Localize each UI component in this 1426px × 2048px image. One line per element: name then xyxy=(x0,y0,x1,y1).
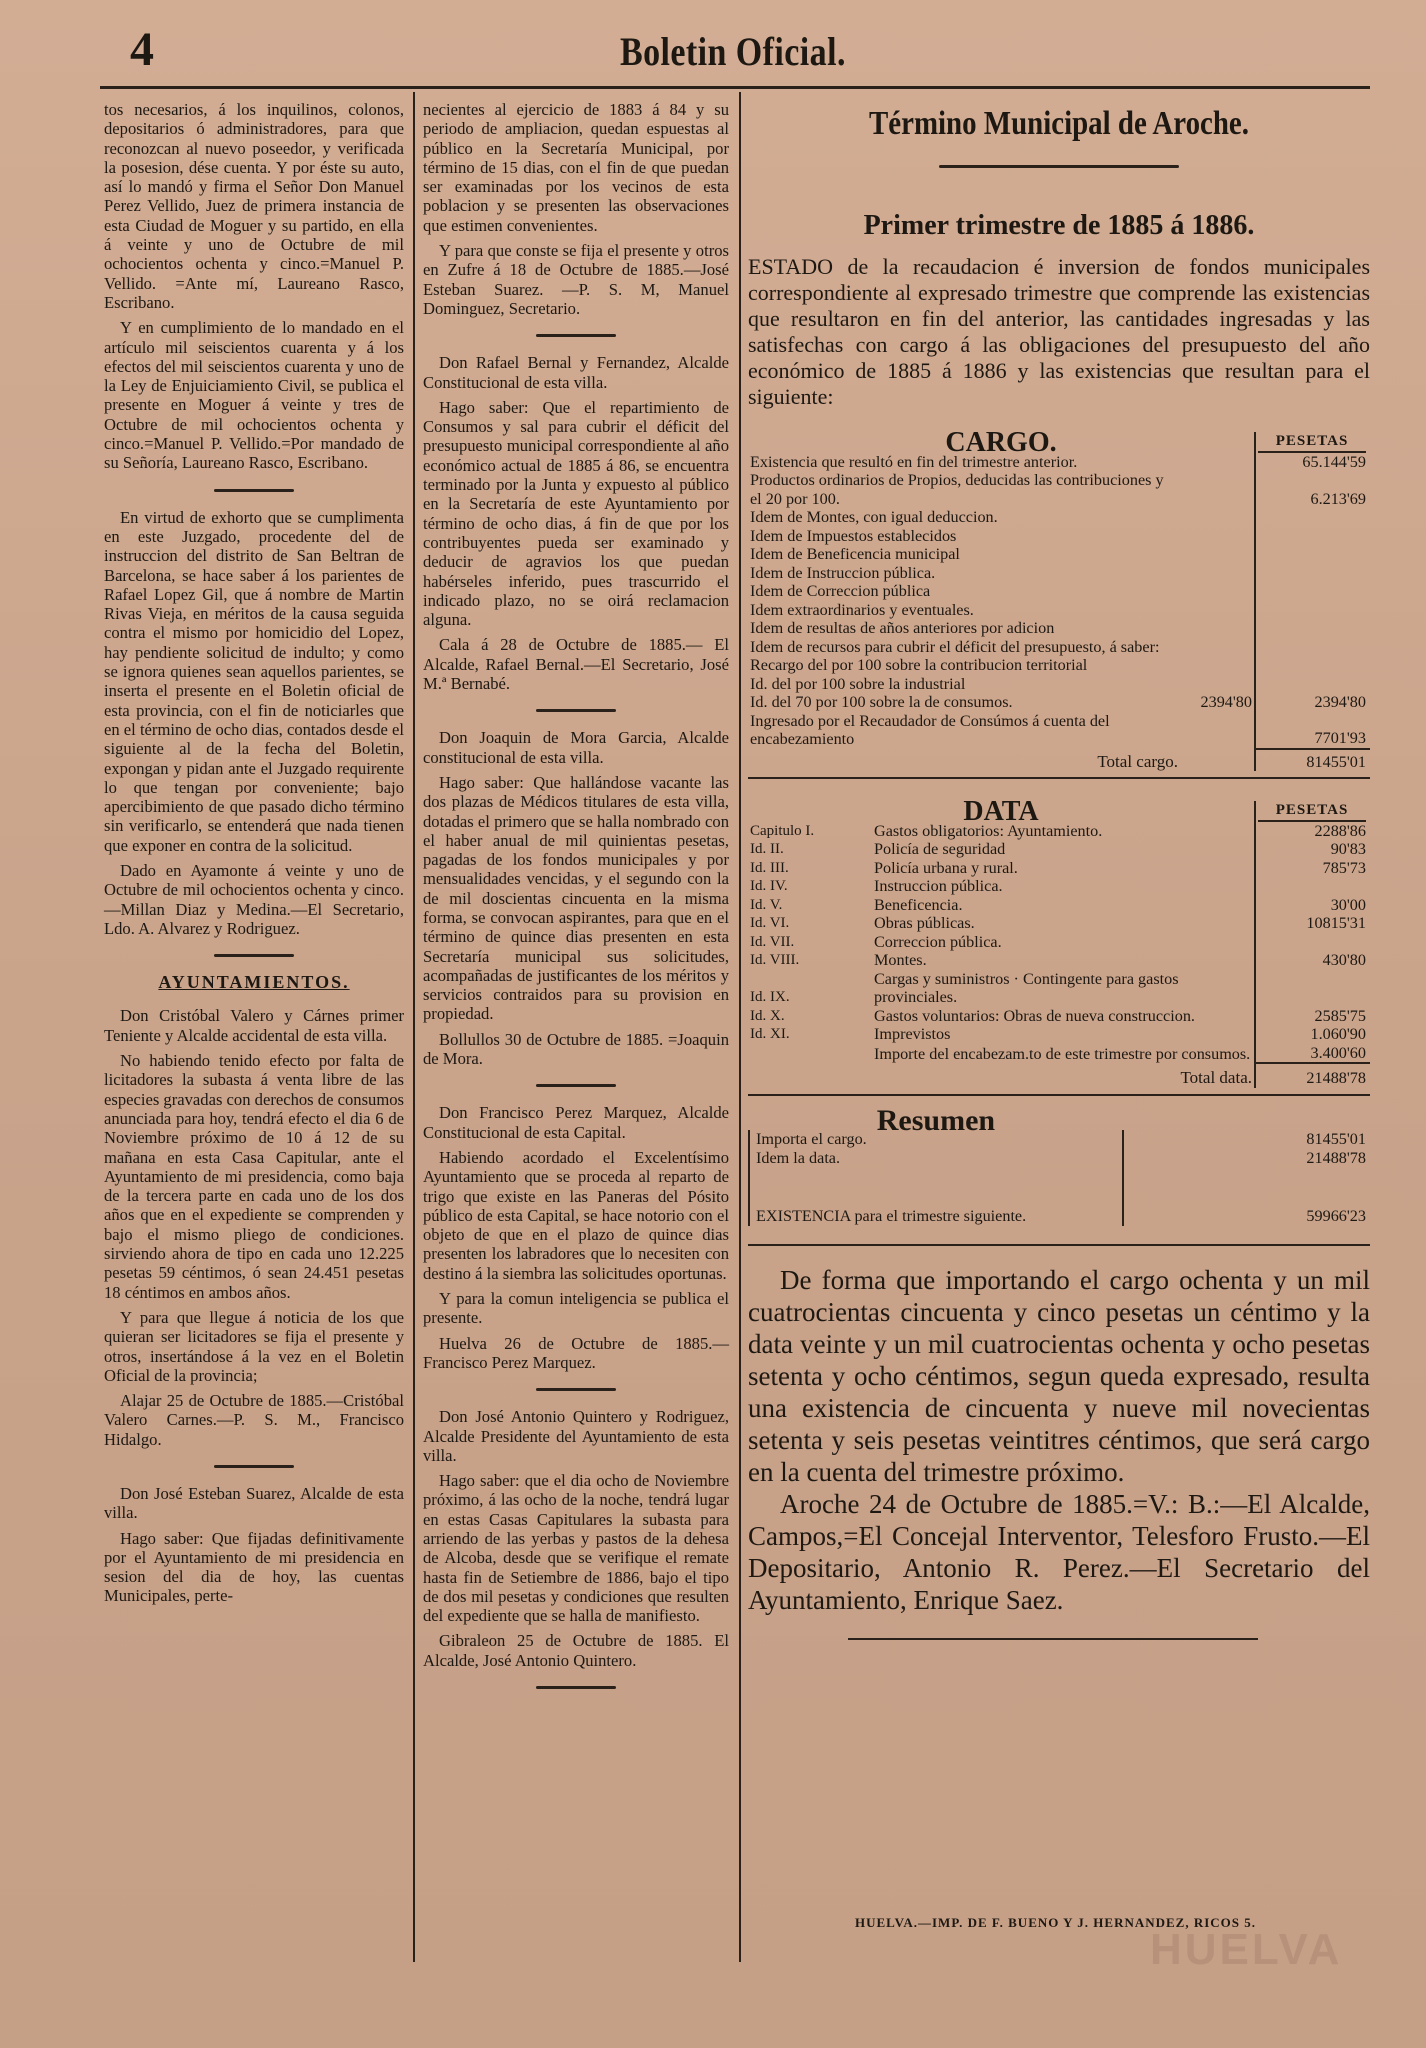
data-row xyxy=(748,1044,1370,1064)
data-row xyxy=(748,822,1370,841)
data-row xyxy=(748,951,1370,970)
cargo-table xyxy=(748,427,1370,771)
cargo-amount xyxy=(1255,675,1370,694)
cargo-amount: 65.144'59 xyxy=(1255,453,1370,472)
cargo-row xyxy=(748,619,1370,638)
printer-imprint: HUELVA.—IMP. DE F. BUENO Y J. HERNANDEZ, RICOS 5. xyxy=(855,1915,1257,1930)
table-rule xyxy=(748,777,1370,779)
cargo-label: Idem extraordinarios y eventuales. xyxy=(750,600,974,619)
data-amount xyxy=(1255,877,1370,896)
data-chapter xyxy=(748,1044,872,1064)
cargo-heading: CARGO. xyxy=(945,427,1057,458)
header-rule xyxy=(100,86,1370,89)
cargo-row xyxy=(748,712,1370,749)
data-amount: 2288'86 xyxy=(1255,822,1370,841)
pesetas-label: PESETAS xyxy=(1258,801,1366,822)
cargo-label: Recargo del por 100 sobre la contribucion territorial xyxy=(750,656,1088,674)
data-amount: 1.060'90 xyxy=(1255,1025,1370,1044)
table-rule xyxy=(748,1244,1370,1246)
cargo-rows xyxy=(748,453,1370,749)
cargo-label: Existencia que resultó en fin del trimestre anterior. xyxy=(750,452,1078,471)
data-label: Montes. xyxy=(874,951,927,969)
paragraph: No habiendo tenido efecto por falta de licitadores la subasta á venta libre de las especies gravadas con derechos de consumos anunciada para hoy, tendrá efecto el dia 6 de Noviembre próximo de 10 á 12 de su mañana en esta Casa Capitular, ante el Ayuntamiento de mi presidencia, como baja de la tercera parte en cada uno de los dos años que en el expediente se comprenden y bajo el mismo pliego de condiciones. sirviendo ahora de tipo en cada uno 12.225 pesetas 59 céntimos, ó sean 24.451 pesetas 18 céntimos en ambos años. xyxy=(104,1051,404,1302)
data-chapter: Id. IX. xyxy=(750,989,790,1005)
cargo-label: Ingresado por el Recaudador de Consúmos á cuenta del encabezamiento xyxy=(750,711,1110,748)
cargo-partial xyxy=(1180,471,1255,508)
cargo-row xyxy=(748,527,1370,546)
resumen-amount: 81455'01 xyxy=(1123,1130,1370,1149)
column-divider-1 xyxy=(413,92,415,1962)
cargo-label: Productos ordinarios de Propios, deducidas las contribuciones y el 20 por 100. xyxy=(750,471,1164,508)
cargo-label: Idem de Correccion pública xyxy=(750,582,931,600)
cargo-row xyxy=(748,638,1370,657)
cargo-row xyxy=(748,656,1370,675)
paragraph: Habiendo acordado el Excelentísimo Ayuntamiento que se proceda al reparto de trigo que existe en las Paneras del Pósito público de esta Capital, se hace notorio con el objeto de que en el plazo de quince dias presenten los labradores que lo necesiten con destino á la siembra las solicitudes oportunas. xyxy=(423,1147,729,1283)
page-number: 4 xyxy=(130,23,154,76)
cargo-partial xyxy=(1180,712,1255,749)
resumen-amount: 21488'78 xyxy=(1123,1149,1370,1168)
data-chapter: Id. X. xyxy=(750,1007,785,1024)
cargo-row xyxy=(748,471,1370,508)
separator xyxy=(214,489,294,492)
paragraph: Don Cristóbal Valero y Cárnes primer Teniente y Alcalde accidental de esta villa. xyxy=(104,1006,404,1045)
total-data-value: 21488'78 xyxy=(1255,1063,1370,1088)
paragraph: necientes al ejercicio de 1883 á 84 y su periodo de ampliacion, quedan espuestas al público en la Secretaría Municipal, por término de 15 dias, con el fin de que puedan ser examinadas por los vecinos de esta poblacion y se presenten las observaciones que estimen convenientes. xyxy=(423,100,729,235)
paragraph: En virtud de exhorto que se cumplimenta en este Juzgado, procedente del de instruccion del distrito de San Beltran de Barcelona, se hace saber á los parientes de Rafael Lopez Gil, que á nombre de Martin Rivas Vieja, en méritos de la causa seguida contra el mismo por homicidio del Lopez, hay pendiente solicitud de indulto; y como se ignora quienes sean aquellos parientes, se inserta el presente en el Boletin oficial de esta provincia, con el fin de noticiarles que en el término de ocho dias, contados desde el siguiente al de la fecha del Boletin, expongan y pidan ante el Juzgado requirente lo que tengan por conveniente; bajo apercibimiento de que pasado dicho término sin verificarlo, se entenderá que nada tienen que exponer en contra de la solicitud. xyxy=(104,507,404,855)
cargo-partial xyxy=(1180,527,1255,546)
cargo-partial xyxy=(1180,582,1255,601)
signature-paragraph: Aroche 24 de Octubre de 1885.=V.: B.:—El Alcalde, Campos,=El Concejal Interventor, Telesforo Frusto.—El Depositario, Antonio R. Perez.—El Secretario del Ayuntamiento, Enrique Saez. xyxy=(748,1488,1370,1615)
resumen-row xyxy=(749,1130,1370,1149)
data-label: Beneficencia. xyxy=(874,895,963,914)
pesetas-label: PESETAS xyxy=(1258,432,1366,453)
separator xyxy=(536,1388,616,1391)
cargo-amount xyxy=(1255,564,1370,583)
resumen-heading: Resumen xyxy=(876,1103,996,1137)
separator xyxy=(536,334,616,337)
cargo-partial xyxy=(1180,601,1255,620)
table-rule xyxy=(748,1094,1370,1096)
data-amount: 785'73 xyxy=(1255,859,1370,878)
resumen-label: Importa el cargo. xyxy=(749,1130,1123,1149)
cargo-label: Idem de Beneficencia municipal xyxy=(750,545,960,563)
paragraph: Alajar 25 de Octubre de 1885.—Cristóbal Valero Carnes.—P. S. M., Francisco Hidalgo. xyxy=(104,1391,404,1449)
data-chapter: Id. II. xyxy=(750,841,784,857)
report-title: Término Municipal de Aroche. xyxy=(869,105,1249,142)
column-divider-2 xyxy=(739,92,741,1962)
resumen-amount: 59966'23 xyxy=(1123,1167,1370,1226)
paragraph: Y en cumplimiento de lo mandado en el artículo mil seiscientos cuarenta y á los efectos del mil seiscientos cuarenta y uno de la Ley de Enjuiciamiento Civil, se publica el presente en Moguer á veinte y tres de Octubre de mil ochocientos ochenta y cinco.=Manuel P. Vellido.=Por mandado de su Señoría, Laureano Rasco, Escribano. xyxy=(104,318,404,473)
data-row xyxy=(748,840,1370,859)
cargo-partial xyxy=(1180,453,1255,472)
data-amount: 30'00 xyxy=(1255,896,1370,915)
resumen-label: Idem la data. xyxy=(749,1149,1123,1168)
cargo-label: Idem de Instruccion pública. xyxy=(750,563,936,582)
data-table xyxy=(748,796,1370,1088)
data-row xyxy=(748,1007,1370,1026)
data-label: Instruccion pública. xyxy=(874,877,1003,895)
data-chapter: Id. VIII. xyxy=(750,952,800,968)
data-label: Gastos voluntarios: Obras de nueva construccion. xyxy=(874,1006,1195,1025)
data-row xyxy=(748,877,1370,896)
cargo-amount xyxy=(1255,582,1370,601)
separator xyxy=(536,709,616,712)
cargo-partial xyxy=(1180,508,1255,527)
paragraph: tos necesarios, á los inquilinos, colonos, depositarios ó administradores, para que reconozcan al nuevo poseedor, y verificada la posesion, dése cuenta. Y por éste su auto, así lo mandó y firma el Señor Don Manuel Perez Vellido, Juez de primera instancia de esta Ciudad de Moguer y su partido, en ella á veinte y uno de Octubre de mil ochocientos ochenta y cinco.=Manuel P. Vellido. =Ante mí, Laureano Rasco, Escribano. xyxy=(104,100,404,312)
total-cargo-label: Total cargo. xyxy=(1097,751,1178,771)
cargo-partial xyxy=(1180,638,1255,657)
watermark-logo: HUELVA xyxy=(1150,1925,1343,1974)
paragraph: Y para la comun inteligencia se publica el presente. xyxy=(423,1289,729,1328)
resumen-label: EXISTENCIA para el trimestre siguiente. xyxy=(749,1167,1123,1226)
cargo-row xyxy=(748,675,1370,694)
total-cargo-value: 81455'01 xyxy=(1255,749,1370,772)
cargo-amount xyxy=(1255,508,1370,527)
resumen-row xyxy=(749,1149,1370,1168)
column-1 xyxy=(104,100,404,1612)
data-row xyxy=(748,933,1370,952)
data-chapter: Id. IV. xyxy=(750,878,788,894)
data-amount xyxy=(1255,970,1370,1007)
column-2 xyxy=(423,100,729,1705)
cargo-row xyxy=(748,545,1370,564)
data-label: Policía urbana y rural. xyxy=(874,858,1018,877)
paragraph: Hago saber: Que fijadas definitivamente por el Ayuntamiento de mi presidencia en sesion del dia de hoy, las cuentas Municipales, perte- xyxy=(104,1528,404,1606)
closing-paragraph: De forma que importando el cargo ochenta y un mil cuatrocientas cincuenta y cinco pesetas un céntimo y la data veinte y un mil cuatrocientas ochenta y ocho pesetas setenta y ocho céntimos, segun queda expresado, resulta una existencia de cincuenta y nueve mil novecientas setenta y seis pesetas veintitres céntimos, que será cargo en la cuenta del trimestre próximo. xyxy=(748,1264,1370,1487)
cargo-amount xyxy=(1255,656,1370,675)
cargo-row xyxy=(748,601,1370,620)
data-amount: 3.400'60 xyxy=(1255,1044,1370,1064)
paragraph: Bollullos 30 de Octubre de 1885. =Joaquin de Mora. xyxy=(423,1029,729,1069)
separator xyxy=(939,165,1179,168)
cargo-amount: 7701'93 xyxy=(1255,712,1370,749)
paragraph: Hago saber: que el dia ocho de Noviembre próximo, á las ocho de la noche, tendrá lugar en estas Casas Capitulares la subasta para arriendo de las yerbas y pastos de la dehesa de Alcoba, desde que se verifique el remate hasta fin de Setiembre de 1886, bajo el tipo de dos mil pesetas y condiciones que resulten del expediente que se halla de manifiesto. xyxy=(423,1471,729,1626)
data-label: Policía de seguridad xyxy=(874,840,1006,858)
cargo-label: Idem de resultas de años anteriores por adicion xyxy=(750,619,1055,637)
cargo-row xyxy=(748,508,1370,527)
footer-rule xyxy=(848,1638,1258,1640)
data-row xyxy=(748,1025,1370,1044)
cargo-partial: 2394'80 xyxy=(1200,693,1252,711)
paragraph: Don José Esteban Suarez, Alcalde de esta villa. xyxy=(104,1484,404,1523)
cargo-partial xyxy=(1180,656,1255,675)
data-chapter: Id. VI. xyxy=(750,915,790,931)
paragraph: Hago saber: Que el repartimiento de Consumos y sal para cubrir el déficit del presupuesto municipal correspondiente al año económico actual de 1885 á 86, se encuentra terminado por la Junta y expuesto al público en la Secretaría de este Ayuntamiento por término de ocho dias, á fin de que por los contribuyentes pueda ser examinado y deducir de agravios los que puedan habérseles inferido, pues trascurrido el indicado plazo, no se oirá reclamacion alguna. xyxy=(423,397,729,630)
cargo-row xyxy=(748,582,1370,601)
separator xyxy=(214,1465,294,1468)
paragraph: Huelva 26 de Octubre de 1885.— Francisco Perez Marquez. xyxy=(423,1333,729,1372)
data-chapter: Capitulo I. xyxy=(750,822,815,839)
data-row xyxy=(748,970,1370,1007)
cargo-row xyxy=(748,693,1370,712)
data-label: Obras públicas. xyxy=(874,914,975,932)
cargo-partial xyxy=(1180,564,1255,583)
cargo-row xyxy=(748,453,1370,472)
separator xyxy=(536,1686,616,1689)
data-row xyxy=(748,896,1370,915)
cargo-amount xyxy=(1255,601,1370,620)
data-chapter: Id. III. xyxy=(750,859,789,876)
paragraph: Don Rafael Bernal y Fernandez, Alcalde Constitucional de esta villa. xyxy=(423,353,729,392)
cargo-amount xyxy=(1255,545,1370,564)
data-chapter: Id. XI. xyxy=(750,1026,790,1042)
data-amount xyxy=(1255,933,1370,952)
cargo-partial xyxy=(1180,545,1255,564)
report-subtitle: Primer trimestre de 1885 á 1886. xyxy=(863,210,1255,241)
data-label: Importe del encabezam.to de este trimestre por consumos. xyxy=(874,1044,1251,1063)
data-row xyxy=(748,859,1370,878)
data-amount: 430'80 xyxy=(1255,951,1370,970)
cargo-amount xyxy=(1255,619,1370,638)
cargo-label: Idem de Montes, con igual deduccion. xyxy=(750,508,998,526)
paragraph: Gibraleon 25 de Octubre de 1885. El Alcalde, José Antonio Quintero. xyxy=(423,1631,729,1670)
cargo-amount xyxy=(1255,638,1370,657)
paragraph: Hago saber: Que hallándose vacante las dos plazas de Médicos titulares de esta villa, dotadas el primero que se halla nombrado con el haber anual de mil quinientas pesetas, pagadas de los fondos municipales y por mensualidades vencidas, y el segundo con la de mil doscientas cincuenta en la misma forma, se convocan aspirantes, para que en el término de quince dias presenten en esta Secretaría municipal sus solicitudes, acompañadas de justificantes de los méritos y servicios contraidos para su provision en propiedad. xyxy=(423,772,729,1024)
data-rows xyxy=(748,822,1370,1064)
data-label: Gastos obligatorios: Ayuntamiento. xyxy=(874,821,1103,840)
data-label: Cargas y suministros · Contingente para gastos provinciales. xyxy=(874,969,1179,1006)
cargo-partial xyxy=(1180,619,1255,638)
cargo-partial xyxy=(1180,675,1255,694)
data-amount: 2585'75 xyxy=(1255,1007,1370,1026)
cargo-label: Idem de Impuestos establecidos xyxy=(750,526,957,545)
cargo-amount: 6.213'69 xyxy=(1255,471,1370,508)
paragraph: Y para que llegue á noticia de los que quieran ser licitadores se fija el presente y otros, insertándose á la vez en el Boletin Oficial de la provincia; xyxy=(104,1307,404,1385)
resumen-row xyxy=(749,1167,1370,1226)
data-chapter: Id. VII. xyxy=(750,933,795,950)
cargo-label: Id. del por 100 sobre la industrial xyxy=(750,674,966,693)
cargo-amount xyxy=(1255,527,1370,546)
data-label: Correccion pública. xyxy=(874,932,1002,951)
resumen-rows xyxy=(749,1130,1370,1226)
cargo-row xyxy=(748,564,1370,583)
paragraph: Don José Antonio Quintero y Rodriguez, Alcalde Presidente del Ayuntamiento de esta villa. xyxy=(423,1407,729,1465)
total-data-label: Total data. xyxy=(1180,1068,1252,1087)
report-column xyxy=(748,95,1370,1640)
cargo-label: Idem de recursos para cubrir el déficit del presupuesto, á saber: xyxy=(750,637,1160,656)
data-amount: 10815'31 xyxy=(1255,914,1370,933)
data-label: Imprevistos xyxy=(874,1025,951,1043)
data-heading: DATA xyxy=(963,796,1039,827)
paragraph: Don Joaquin de Mora Garcia, Alcalde constitucional de esta villa. xyxy=(423,728,729,767)
cargo-amount: 2394'80 xyxy=(1255,693,1370,712)
data-chapter: Id. V. xyxy=(750,896,783,913)
data-amount: 90'83 xyxy=(1255,840,1370,859)
estado-paragraph: ESTADO de la recaudacion é inversion de fondos municipales correspondiente al expresado trimestre que comprende las existencias que resultaron en fin del anterior, las cantidades ingresadas y las satisfechas con cargo á las obligaciones del presupuesto del año económico de 1885 á 1886 y las existencias que resultan para el siguiente: xyxy=(748,254,1370,409)
paragraph: Don Francisco Perez Marquez, Alcalde Constitucional de esta Capital. xyxy=(423,1103,729,1142)
resumen-table xyxy=(748,1103,1370,1226)
page-title: Boletin Oficial. xyxy=(620,29,846,74)
section-heading: AYUNTAMIENTOS. xyxy=(158,972,350,993)
cargo-label: Id. del 70 por 100 sobre la de consumos. xyxy=(750,693,1013,711)
separator xyxy=(536,1084,616,1087)
paragraph: Cala á 28 de Octubre de 1885.— El Alcalde, Rafael Bernal.—El Secretario, José M.ª Bernabé. xyxy=(423,635,729,694)
separator xyxy=(214,954,294,957)
paragraph: Dado en Ayamonte á veinte y uno de Octubre de mil ochocientos ochenta y cinco.—Millan Diaz y Medina.—El Secretario, Ldo. A. Alvarez y Rodriguez. xyxy=(104,860,404,938)
paragraph: Y para que conste se fija el presente y otros en Zufre á 18 de Octubre de 1885.—José Esteban Suarez. —P. S. M, Manuel Dominguez, Secretario. xyxy=(423,241,729,318)
data-row xyxy=(748,914,1370,933)
